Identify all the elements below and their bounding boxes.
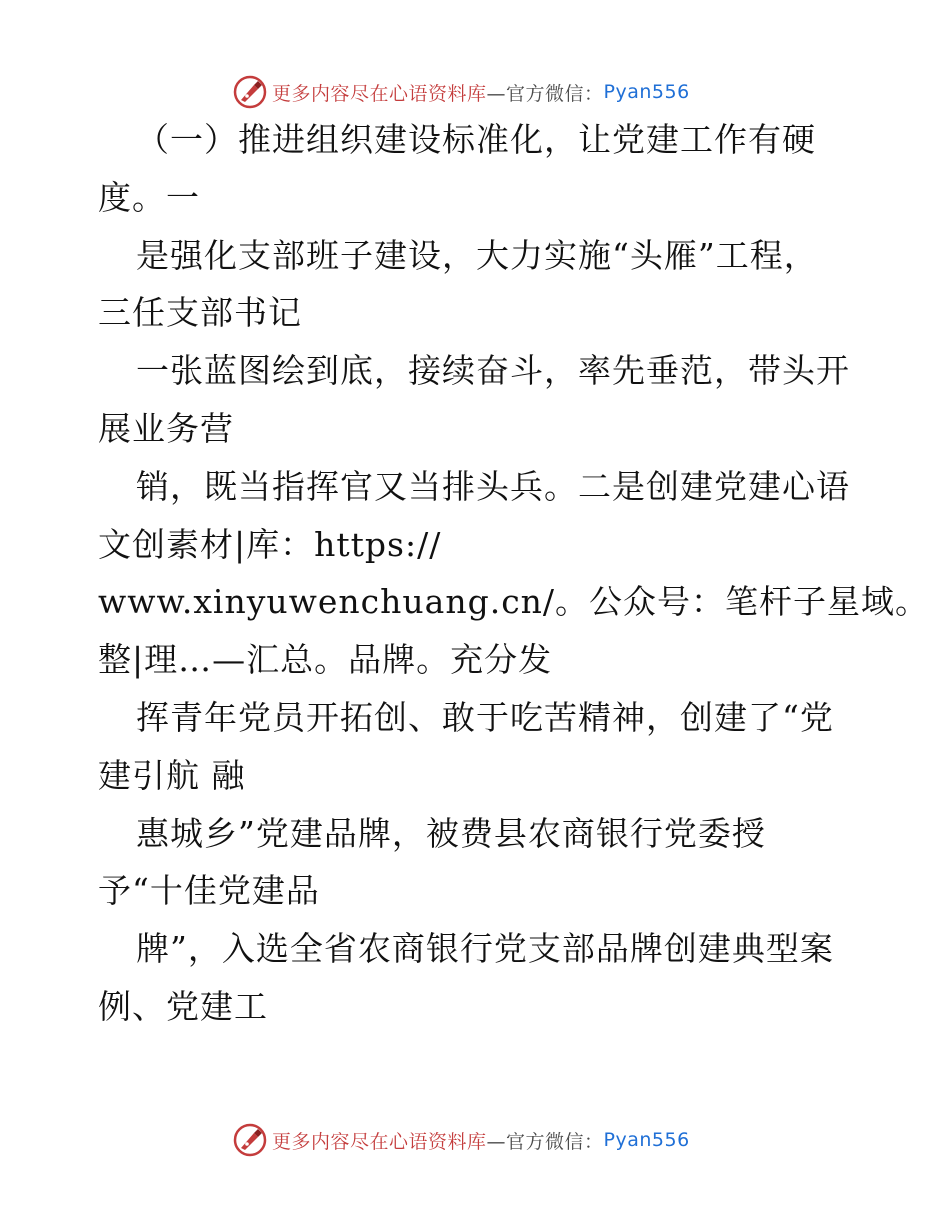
body-text-line: 牌”，入选全省农商银行党支部品牌创建典型案 (136, 929, 834, 968)
body-text-line: 是强化支部班子建设，大力实施“头雁”工程， (136, 236, 818, 275)
footer-banner (0, 1120, 950, 1160)
footer-banner-wechat-id: Pyan556 (603, 1129, 690, 1151)
body-text-line: 三任支部书记 (98, 293, 302, 332)
header-banner-inner (232, 72, 690, 112)
body-text-line: （一）推进组织建设标准化，让党建工作有硬 (136, 120, 816, 159)
header-banner-title: 更多内容尽在心语资料库 (272, 82, 487, 105)
body-text-line: 文创素材|库：https:// (98, 525, 442, 564)
body-text-line: 予“十佳党建品 (98, 871, 320, 910)
body-text-line: 惠城乡”党建品牌，被费县农商银行党委授 (136, 814, 766, 853)
body-text-line: 整|理…—汇总。品牌。充分发 (98, 640, 553, 679)
body-text-line: 销，既当指挥官又当排头兵。二是创建党建心语 (136, 467, 850, 506)
body-text-line: 例、党建工 (98, 987, 268, 1026)
body-text-line: www.xinyuwenchuang.cn/。公众号：笔杆子星域。 (98, 582, 930, 621)
header-banner-wechat-label: —官方微信： (486, 82, 604, 105)
body-text-line: 展业务营 (98, 409, 234, 448)
body-text-line: 一张蓝图绘到底，接续奋斗，率先垂范，带头开 (136, 351, 850, 390)
document-body (0, 120, 950, 1080)
body-text-line: 度。一 (98, 178, 200, 217)
body-text-line: 挥青年党员开拓创、敢于吃苦精神，创建了“党 (136, 698, 834, 737)
pen-nib-logo-icon (232, 1122, 268, 1158)
header-banner (0, 72, 950, 112)
footer-banner-title: 更多内容尽在心语资料库 (272, 1130, 487, 1153)
body-text-line: 建引航 融 (98, 756, 246, 795)
footer-banner-inner (232, 1120, 690, 1160)
footer-banner-wechat-label: —官方微信： (486, 1130, 604, 1153)
pen-nib-logo-icon (232, 74, 268, 110)
header-banner-wechat-id: Pyan556 (603, 81, 690, 103)
